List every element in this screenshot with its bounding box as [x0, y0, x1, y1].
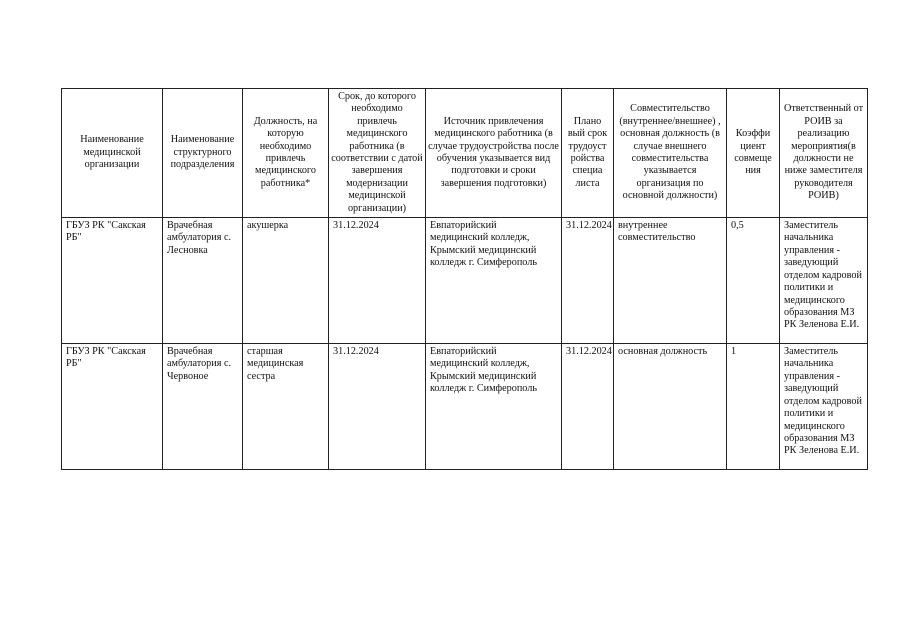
- header-cell: Плано вый срок трудоуст ройства специа листа: [562, 89, 614, 218]
- planned-date-cell: 31.12.2024: [562, 344, 614, 470]
- source-cell: Евпаторийский медицинский колледж, Крымский медицинский колледж г. Симферополь: [426, 218, 562, 344]
- position-cell: акушерка: [243, 218, 329, 344]
- responsible-cell: Заместитель начальника управления - заведующий отделом кадровой политики и медицинского образования МЗ РК Зеленова Е.И.: [780, 344, 868, 470]
- header-cell: Наименование медицинской организации: [62, 89, 163, 218]
- header-cell: Ответственный от РОИВ за реализацию мероприятия(в должности не ниже заместителя руководителя РОИВ): [780, 89, 868, 218]
- division-cell: Врачебная амбулатория с. Червоное: [163, 344, 243, 470]
- header-cell: Наименование структурного подразделения: [163, 89, 243, 218]
- header-cell: Коэффи циент совмеще ния: [727, 89, 780, 218]
- coefficient-cell: 0,5: [727, 218, 780, 344]
- deadline-cell: 31.12.2024: [329, 218, 426, 344]
- org-cell: ГБУЗ РК "Сакская РБ": [62, 344, 163, 470]
- staffing-table: [61, 88, 868, 470]
- coefficient-cell: 1: [727, 344, 780, 470]
- combination-cell: внутреннее совместительство: [614, 218, 727, 344]
- header-cell: Совместительство (внутреннее/внешнее) , основная должность (в случае внешнего совместительства указывается организация по основной должности): [614, 89, 727, 218]
- division-cell: Врачебная амбулатория с. Лесновка: [163, 218, 243, 344]
- header-cell: Срок, до которого необходимо привлечь медицинского работника (в соответствии с датой завершения модернизации медицинской организации): [329, 89, 426, 218]
- position-cell: старшая медицинская сестра: [243, 344, 329, 470]
- combination-cell: основная должность: [614, 344, 727, 470]
- planned-date-cell: 31.12.2024: [562, 218, 614, 344]
- table-row: [62, 218, 868, 344]
- org-cell: ГБУЗ РК "Сакская РБ": [62, 218, 163, 344]
- source-cell: Евпаторийский медицинский колледж, Крымский медицинский колледж г. Симферополь: [426, 344, 562, 470]
- deadline-cell: 31.12.2024: [329, 344, 426, 470]
- responsible-cell: Заместитель начальника управления - заведующий отделом кадровой политики и медицинского образования МЗ РК Зеленова Е.И.: [780, 218, 868, 344]
- table-row: [62, 344, 868, 470]
- table-header-row: [62, 89, 868, 218]
- header-cell: Должность, на которую необходимо привлечь медицинского работника*: [243, 89, 329, 218]
- header-cell: Источник привлечения медицинского работника (в случае трудоустройства после обучения указывается вид подготовки и сроки завершения подготовки): [426, 89, 562, 218]
